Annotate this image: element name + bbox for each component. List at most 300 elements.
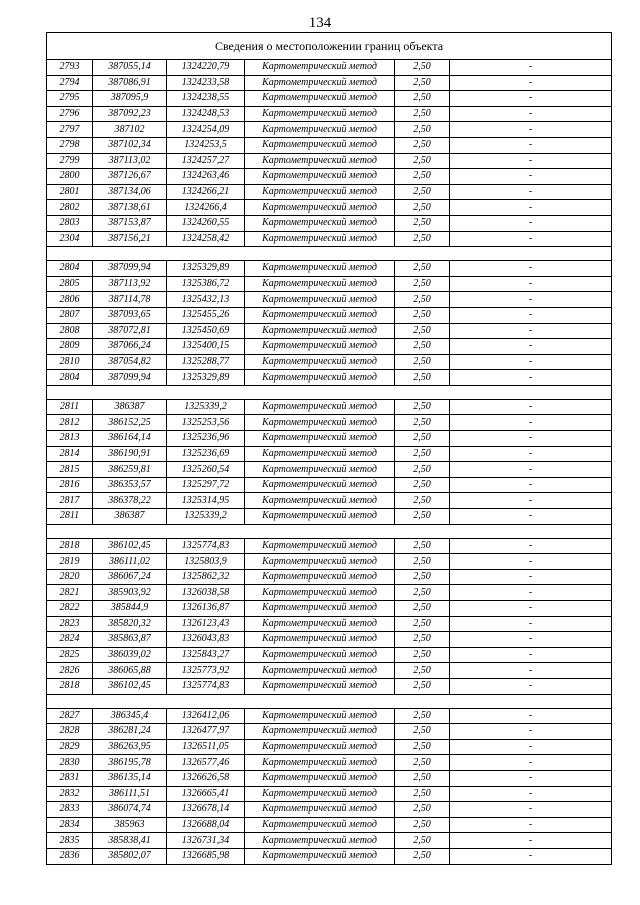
accuracy-cell: 2,50 bbox=[395, 276, 450, 292]
table-row bbox=[47, 276, 612, 292]
x-coordinate-cell: 387072,81 bbox=[93, 323, 167, 339]
x-coordinate-cell: 386387 bbox=[93, 509, 167, 525]
table-row bbox=[47, 554, 612, 570]
table-row bbox=[47, 678, 612, 694]
point-number-cell: 2834 bbox=[47, 817, 93, 833]
accuracy-cell: 2,50 bbox=[395, 585, 450, 601]
y-coordinate-cell: 1325253,56 bbox=[167, 415, 245, 431]
method-cell: Картометрический метод bbox=[245, 431, 395, 447]
x-coordinate-cell: 386164,14 bbox=[93, 431, 167, 447]
point-number-cell: 2818 bbox=[47, 678, 93, 694]
group-separator-row bbox=[47, 247, 612, 261]
method-cell: Картометрический метод bbox=[245, 307, 395, 323]
method-cell: Картометрический метод bbox=[245, 106, 395, 122]
accuracy-cell: 2,50 bbox=[395, 833, 450, 849]
accuracy-cell: 2,50 bbox=[395, 370, 450, 386]
table-row bbox=[47, 663, 612, 679]
y-coordinate-cell: 1325329,89 bbox=[167, 370, 245, 386]
x-coordinate-cell: 387138,61 bbox=[93, 200, 167, 216]
y-coordinate-cell: 1325329,89 bbox=[167, 261, 245, 277]
y-coordinate-cell: 1326412,06 bbox=[167, 708, 245, 724]
table-row bbox=[47, 292, 612, 308]
y-coordinate-cell: 1325774,83 bbox=[167, 678, 245, 694]
point-number-cell: 2820 bbox=[47, 569, 93, 585]
separator-cell bbox=[47, 385, 612, 399]
x-coordinate-cell: 387093,65 bbox=[93, 307, 167, 323]
method-cell: Картометрический метод bbox=[245, 616, 395, 632]
accuracy-cell: 2,50 bbox=[395, 231, 450, 247]
x-coordinate-cell: 386387 bbox=[93, 399, 167, 415]
table-row bbox=[47, 200, 612, 216]
x-coordinate-cell: 386102,45 bbox=[93, 538, 167, 554]
point-number-cell: 2793 bbox=[47, 60, 93, 76]
y-coordinate-cell: 1326477,97 bbox=[167, 724, 245, 740]
accuracy-cell: 2,50 bbox=[395, 323, 450, 339]
y-coordinate-cell: 1326577,46 bbox=[167, 755, 245, 771]
description-cell: - bbox=[450, 663, 612, 679]
x-coordinate-cell: 386074,74 bbox=[93, 802, 167, 818]
table-row bbox=[47, 307, 612, 323]
accuracy-cell: 2,50 bbox=[395, 415, 450, 431]
table-row bbox=[47, 91, 612, 107]
accuracy-cell: 2,50 bbox=[395, 770, 450, 786]
y-coordinate-cell: 1324263,46 bbox=[167, 169, 245, 185]
point-number-cell: 2808 bbox=[47, 323, 93, 339]
y-coordinate-cell: 1325773,92 bbox=[167, 663, 245, 679]
table-row bbox=[47, 354, 612, 370]
method-cell: Картометрический метод bbox=[245, 122, 395, 138]
accuracy-cell: 2,50 bbox=[395, 817, 450, 833]
description-cell: - bbox=[450, 215, 612, 231]
method-cell: Картометрический метод bbox=[245, 770, 395, 786]
x-coordinate-cell: 387092,23 bbox=[93, 106, 167, 122]
point-number-cell: 2828 bbox=[47, 724, 93, 740]
x-coordinate-cell: 387054,82 bbox=[93, 354, 167, 370]
description-cell: - bbox=[450, 538, 612, 554]
table-row bbox=[47, 647, 612, 663]
method-cell: Картометрический метод bbox=[245, 292, 395, 308]
table-row bbox=[47, 75, 612, 91]
method-cell: Картометрический метод bbox=[245, 75, 395, 91]
table-row bbox=[47, 848, 612, 864]
table-row bbox=[47, 431, 612, 447]
accuracy-cell: 2,50 bbox=[395, 678, 450, 694]
x-coordinate-cell: 385844,9 bbox=[93, 601, 167, 617]
point-number-cell: 2809 bbox=[47, 339, 93, 355]
x-coordinate-cell: 386259,81 bbox=[93, 462, 167, 478]
method-cell: Картометрический метод bbox=[245, 446, 395, 462]
x-coordinate-cell: 387126,67 bbox=[93, 169, 167, 185]
x-coordinate-cell: 386281,24 bbox=[93, 724, 167, 740]
y-coordinate-cell: 1325339,2 bbox=[167, 399, 245, 415]
table-row bbox=[47, 477, 612, 493]
table-row bbox=[47, 802, 612, 818]
description-cell: - bbox=[450, 708, 612, 724]
method-cell: Картометрический метод bbox=[245, 848, 395, 864]
point-number-cell: 2797 bbox=[47, 122, 93, 138]
table-row bbox=[47, 370, 612, 386]
description-cell: - bbox=[450, 632, 612, 648]
y-coordinate-cell: 1324220,79 bbox=[167, 60, 245, 76]
y-coordinate-cell: 1325339,2 bbox=[167, 509, 245, 525]
method-cell: Картометрический метод bbox=[245, 601, 395, 617]
description-cell: - bbox=[450, 169, 612, 185]
description-cell: - bbox=[450, 339, 612, 355]
point-number-cell: 2826 bbox=[47, 663, 93, 679]
table-row bbox=[47, 817, 612, 833]
y-coordinate-cell: 1326685,98 bbox=[167, 848, 245, 864]
point-number-cell: 2800 bbox=[47, 169, 93, 185]
table-row bbox=[47, 169, 612, 185]
group-separator-row bbox=[47, 524, 612, 538]
point-number-cell: 2805 bbox=[47, 276, 93, 292]
table-row bbox=[47, 399, 612, 415]
point-number-cell: 2807 bbox=[47, 307, 93, 323]
description-cell: - bbox=[450, 323, 612, 339]
point-number-cell: 2804 bbox=[47, 261, 93, 277]
accuracy-cell: 2,50 bbox=[395, 569, 450, 585]
point-number-cell: 2831 bbox=[47, 770, 93, 786]
accuracy-cell: 2,50 bbox=[395, 477, 450, 493]
y-coordinate-cell: 1324233,58 bbox=[167, 75, 245, 91]
method-cell: Картометрический метод bbox=[245, 200, 395, 216]
point-number-cell: 2824 bbox=[47, 632, 93, 648]
accuracy-cell: 2,50 bbox=[395, 431, 450, 447]
y-coordinate-cell: 1325843,27 bbox=[167, 647, 245, 663]
point-number-cell: 2806 bbox=[47, 292, 93, 308]
title-row bbox=[47, 33, 612, 60]
description-cell: - bbox=[450, 122, 612, 138]
point-number-cell: 2811 bbox=[47, 399, 93, 415]
y-coordinate-cell: 1324260,55 bbox=[167, 215, 245, 231]
accuracy-cell: 2,50 bbox=[395, 632, 450, 648]
method-cell: Картометрический метод bbox=[245, 755, 395, 771]
accuracy-cell: 2,50 bbox=[395, 184, 450, 200]
table-row bbox=[47, 493, 612, 509]
y-coordinate-cell: 1325386,72 bbox=[167, 276, 245, 292]
accuracy-cell: 2,50 bbox=[395, 848, 450, 864]
y-coordinate-cell: 1325260,54 bbox=[167, 462, 245, 478]
point-number-cell: 2818 bbox=[47, 538, 93, 554]
accuracy-cell: 2,50 bbox=[395, 446, 450, 462]
description-cell: - bbox=[450, 477, 612, 493]
table-row bbox=[47, 137, 612, 153]
point-number-cell: 2814 bbox=[47, 446, 93, 462]
x-coordinate-cell: 386190,91 bbox=[93, 446, 167, 462]
point-number-cell: 2796 bbox=[47, 106, 93, 122]
description-cell: - bbox=[450, 261, 612, 277]
table-row bbox=[47, 739, 612, 755]
accuracy-cell: 2,50 bbox=[395, 509, 450, 525]
y-coordinate-cell: 1324266,21 bbox=[167, 184, 245, 200]
method-cell: Картометрический метод bbox=[245, 632, 395, 648]
point-number-cell: 2825 bbox=[47, 647, 93, 663]
table-row bbox=[47, 122, 612, 138]
point-number-cell: 2836 bbox=[47, 848, 93, 864]
accuracy-cell: 2,50 bbox=[395, 538, 450, 554]
point-number-cell: 2816 bbox=[47, 477, 93, 493]
group-separator-row bbox=[47, 694, 612, 708]
x-coordinate-cell: 385863,87 bbox=[93, 632, 167, 648]
point-number-cell: 2799 bbox=[47, 153, 93, 169]
y-coordinate-cell: 1326688,04 bbox=[167, 817, 245, 833]
accuracy-cell: 2,50 bbox=[395, 493, 450, 509]
table-row bbox=[47, 632, 612, 648]
method-cell: Картометрический метод bbox=[245, 91, 395, 107]
separator-cell bbox=[47, 694, 612, 708]
x-coordinate-cell: 387113,92 bbox=[93, 276, 167, 292]
table-row bbox=[47, 323, 612, 339]
description-cell: - bbox=[450, 616, 612, 632]
method-cell: Картометрический метод bbox=[245, 231, 395, 247]
point-number-cell: 2813 bbox=[47, 431, 93, 447]
table-row bbox=[47, 585, 612, 601]
accuracy-cell: 2,50 bbox=[395, 663, 450, 679]
point-number-cell: 2827 bbox=[47, 708, 93, 724]
table-row bbox=[47, 708, 612, 724]
description-cell: - bbox=[450, 755, 612, 771]
description-cell: - bbox=[450, 106, 612, 122]
y-coordinate-cell: 1326626,58 bbox=[167, 770, 245, 786]
accuracy-cell: 2,50 bbox=[395, 647, 450, 663]
accuracy-cell: 2,50 bbox=[395, 739, 450, 755]
table-row bbox=[47, 770, 612, 786]
x-coordinate-cell: 385802,07 bbox=[93, 848, 167, 864]
x-coordinate-cell: 386111,51 bbox=[93, 786, 167, 802]
accuracy-cell: 2,50 bbox=[395, 106, 450, 122]
y-coordinate-cell: 1326678,14 bbox=[167, 802, 245, 818]
accuracy-cell: 2,50 bbox=[395, 601, 450, 617]
point-number-cell: 2804 bbox=[47, 370, 93, 386]
y-coordinate-cell: 1324266,4 bbox=[167, 200, 245, 216]
accuracy-cell: 2,50 bbox=[395, 339, 450, 355]
description-cell: - bbox=[450, 431, 612, 447]
table-row bbox=[47, 446, 612, 462]
method-cell: Картометрический метод bbox=[245, 415, 395, 431]
description-cell: - bbox=[450, 75, 612, 91]
description-cell: - bbox=[450, 724, 612, 740]
table-row bbox=[47, 538, 612, 554]
point-number-cell: 2812 bbox=[47, 415, 93, 431]
point-number-cell: 2833 bbox=[47, 802, 93, 818]
y-coordinate-cell: 1325236,96 bbox=[167, 431, 245, 447]
description-cell: - bbox=[450, 292, 612, 308]
y-coordinate-cell: 1324248,53 bbox=[167, 106, 245, 122]
x-coordinate-cell: 386353,57 bbox=[93, 477, 167, 493]
point-number-cell: 2815 bbox=[47, 462, 93, 478]
method-cell: Картометрический метод bbox=[245, 817, 395, 833]
accuracy-cell: 2,50 bbox=[395, 292, 450, 308]
point-number-cell: 2835 bbox=[47, 833, 93, 849]
x-coordinate-cell: 387113,02 bbox=[93, 153, 167, 169]
x-coordinate-cell: 385820,32 bbox=[93, 616, 167, 632]
y-coordinate-cell: 1325862,32 bbox=[167, 569, 245, 585]
point-number-cell: 2822 bbox=[47, 601, 93, 617]
table-row bbox=[47, 231, 612, 247]
x-coordinate-cell: 385963 bbox=[93, 817, 167, 833]
accuracy-cell: 2,50 bbox=[395, 307, 450, 323]
y-coordinate-cell: 1325314,95 bbox=[167, 493, 245, 509]
table-row bbox=[47, 755, 612, 771]
table-row bbox=[47, 601, 612, 617]
accuracy-cell: 2,50 bbox=[395, 724, 450, 740]
x-coordinate-cell: 387134,06 bbox=[93, 184, 167, 200]
y-coordinate-cell: 1326665,41 bbox=[167, 786, 245, 802]
x-coordinate-cell: 386065,88 bbox=[93, 663, 167, 679]
x-coordinate-cell: 387153,87 bbox=[93, 215, 167, 231]
y-coordinate-cell: 1326136,87 bbox=[167, 601, 245, 617]
method-cell: Картометрический метод bbox=[245, 215, 395, 231]
table-row bbox=[47, 569, 612, 585]
description-cell: - bbox=[450, 493, 612, 509]
method-cell: Картометрический метод bbox=[245, 169, 395, 185]
y-coordinate-cell: 1325432,13 bbox=[167, 292, 245, 308]
table-row bbox=[47, 833, 612, 849]
x-coordinate-cell: 386152,25 bbox=[93, 415, 167, 431]
accuracy-cell: 2,50 bbox=[395, 462, 450, 478]
y-coordinate-cell: 1326511,05 bbox=[167, 739, 245, 755]
x-coordinate-cell: 386345,4 bbox=[93, 708, 167, 724]
method-cell: Картометрический метод bbox=[245, 509, 395, 525]
description-cell: - bbox=[450, 848, 612, 864]
point-number-cell: 2830 bbox=[47, 755, 93, 771]
description-cell: - bbox=[450, 91, 612, 107]
description-cell: - bbox=[450, 184, 612, 200]
method-cell: Картометрический метод bbox=[245, 276, 395, 292]
page-number: 134 bbox=[308, 15, 332, 31]
description-cell: - bbox=[450, 415, 612, 431]
method-cell: Картометрический метод bbox=[245, 538, 395, 554]
y-coordinate-cell: 1325288,77 bbox=[167, 354, 245, 370]
point-number-cell: 2811 bbox=[47, 509, 93, 525]
point-number-cell: 2829 bbox=[47, 739, 93, 755]
x-coordinate-cell: 387102 bbox=[93, 122, 167, 138]
accuracy-cell: 2,50 bbox=[395, 616, 450, 632]
accuracy-cell: 2,50 bbox=[395, 354, 450, 370]
description-cell: - bbox=[450, 307, 612, 323]
x-coordinate-cell: 387114,78 bbox=[93, 292, 167, 308]
accuracy-cell: 2,50 bbox=[395, 122, 450, 138]
method-cell: Картометрический метод bbox=[245, 554, 395, 570]
x-coordinate-cell: 387102,34 bbox=[93, 137, 167, 153]
y-coordinate-cell: 1325400,15 bbox=[167, 339, 245, 355]
description-cell: - bbox=[450, 833, 612, 849]
x-coordinate-cell: 386195,78 bbox=[93, 755, 167, 771]
description-cell: - bbox=[450, 446, 612, 462]
accuracy-cell: 2,50 bbox=[395, 137, 450, 153]
point-number-cell: 2801 bbox=[47, 184, 93, 200]
x-coordinate-cell: 387095,9 bbox=[93, 91, 167, 107]
table-row bbox=[47, 106, 612, 122]
x-coordinate-cell: 387156,21 bbox=[93, 231, 167, 247]
description-cell: - bbox=[450, 601, 612, 617]
method-cell: Картометрический метод bbox=[245, 833, 395, 849]
x-coordinate-cell: 387099,94 bbox=[93, 370, 167, 386]
table-row bbox=[47, 509, 612, 525]
description-cell: - bbox=[450, 554, 612, 570]
y-coordinate-cell: 1324238,55 bbox=[167, 91, 245, 107]
x-coordinate-cell: 386378,22 bbox=[93, 493, 167, 509]
x-coordinate-cell: 387066,24 bbox=[93, 339, 167, 355]
table-row bbox=[47, 261, 612, 277]
description-cell: - bbox=[450, 153, 612, 169]
point-number-cell: 2823 bbox=[47, 616, 93, 632]
method-cell: Картометрический метод bbox=[245, 663, 395, 679]
accuracy-cell: 2,50 bbox=[395, 708, 450, 724]
description-cell: - bbox=[450, 770, 612, 786]
method-cell: Картометрический метод bbox=[245, 569, 395, 585]
description-cell: - bbox=[450, 509, 612, 525]
accuracy-cell: 2,50 bbox=[395, 200, 450, 216]
point-number-cell: 2304 bbox=[47, 231, 93, 247]
point-number-cell: 2803 bbox=[47, 215, 93, 231]
boundary-coordinates-table bbox=[46, 32, 612, 865]
method-cell: Картометрический метод bbox=[245, 708, 395, 724]
accuracy-cell: 2,50 bbox=[395, 75, 450, 91]
description-cell: - bbox=[450, 399, 612, 415]
table-row bbox=[47, 215, 612, 231]
table-row bbox=[47, 724, 612, 740]
description-cell: - bbox=[450, 817, 612, 833]
description-cell: - bbox=[450, 231, 612, 247]
point-number-cell: 2802 bbox=[47, 200, 93, 216]
group-separator-row bbox=[47, 385, 612, 399]
y-coordinate-cell: 1326731,34 bbox=[167, 833, 245, 849]
accuracy-cell: 2,50 bbox=[395, 786, 450, 802]
method-cell: Картометрический метод bbox=[245, 477, 395, 493]
x-coordinate-cell: 385903,92 bbox=[93, 585, 167, 601]
description-cell: - bbox=[450, 354, 612, 370]
description-cell: - bbox=[450, 678, 612, 694]
method-cell: Картометрический метод bbox=[245, 585, 395, 601]
x-coordinate-cell: 386135,14 bbox=[93, 770, 167, 786]
method-cell: Картометрический метод bbox=[245, 647, 395, 663]
point-number-cell: 2821 bbox=[47, 585, 93, 601]
y-coordinate-cell: 1324258,42 bbox=[167, 231, 245, 247]
x-coordinate-cell: 386111,02 bbox=[93, 554, 167, 570]
x-coordinate-cell: 386263,95 bbox=[93, 739, 167, 755]
method-cell: Картометрический метод bbox=[245, 184, 395, 200]
separator-cell bbox=[47, 247, 612, 261]
description-cell: - bbox=[450, 137, 612, 153]
point-number-cell: 2795 bbox=[47, 91, 93, 107]
table-row bbox=[47, 184, 612, 200]
method-cell: Картометрический метод bbox=[245, 739, 395, 755]
description-cell: - bbox=[450, 569, 612, 585]
x-coordinate-cell: 387086,91 bbox=[93, 75, 167, 91]
x-coordinate-cell: 386102,45 bbox=[93, 678, 167, 694]
y-coordinate-cell: 1325774,83 bbox=[167, 538, 245, 554]
y-coordinate-cell: 1325803,9 bbox=[167, 554, 245, 570]
point-number-cell: 2819 bbox=[47, 554, 93, 570]
y-coordinate-cell: 1325450,69 bbox=[167, 323, 245, 339]
accuracy-cell: 2,50 bbox=[395, 91, 450, 107]
accuracy-cell: 2,50 bbox=[395, 169, 450, 185]
description-cell: - bbox=[450, 370, 612, 386]
y-coordinate-cell: 1326123,43 bbox=[167, 616, 245, 632]
method-cell: Картометрический метод bbox=[245, 802, 395, 818]
method-cell: Картометрический метод bbox=[245, 462, 395, 478]
table-body bbox=[47, 33, 612, 865]
y-coordinate-cell: 1325236,69 bbox=[167, 446, 245, 462]
x-coordinate-cell: 385838,41 bbox=[93, 833, 167, 849]
point-number-cell: 2798 bbox=[47, 137, 93, 153]
x-coordinate-cell: 386039,02 bbox=[93, 647, 167, 663]
y-coordinate-cell: 1326043,83 bbox=[167, 632, 245, 648]
x-coordinate-cell: 386067,24 bbox=[93, 569, 167, 585]
accuracy-cell: 2,50 bbox=[395, 554, 450, 570]
method-cell: Картометрический метод bbox=[245, 261, 395, 277]
